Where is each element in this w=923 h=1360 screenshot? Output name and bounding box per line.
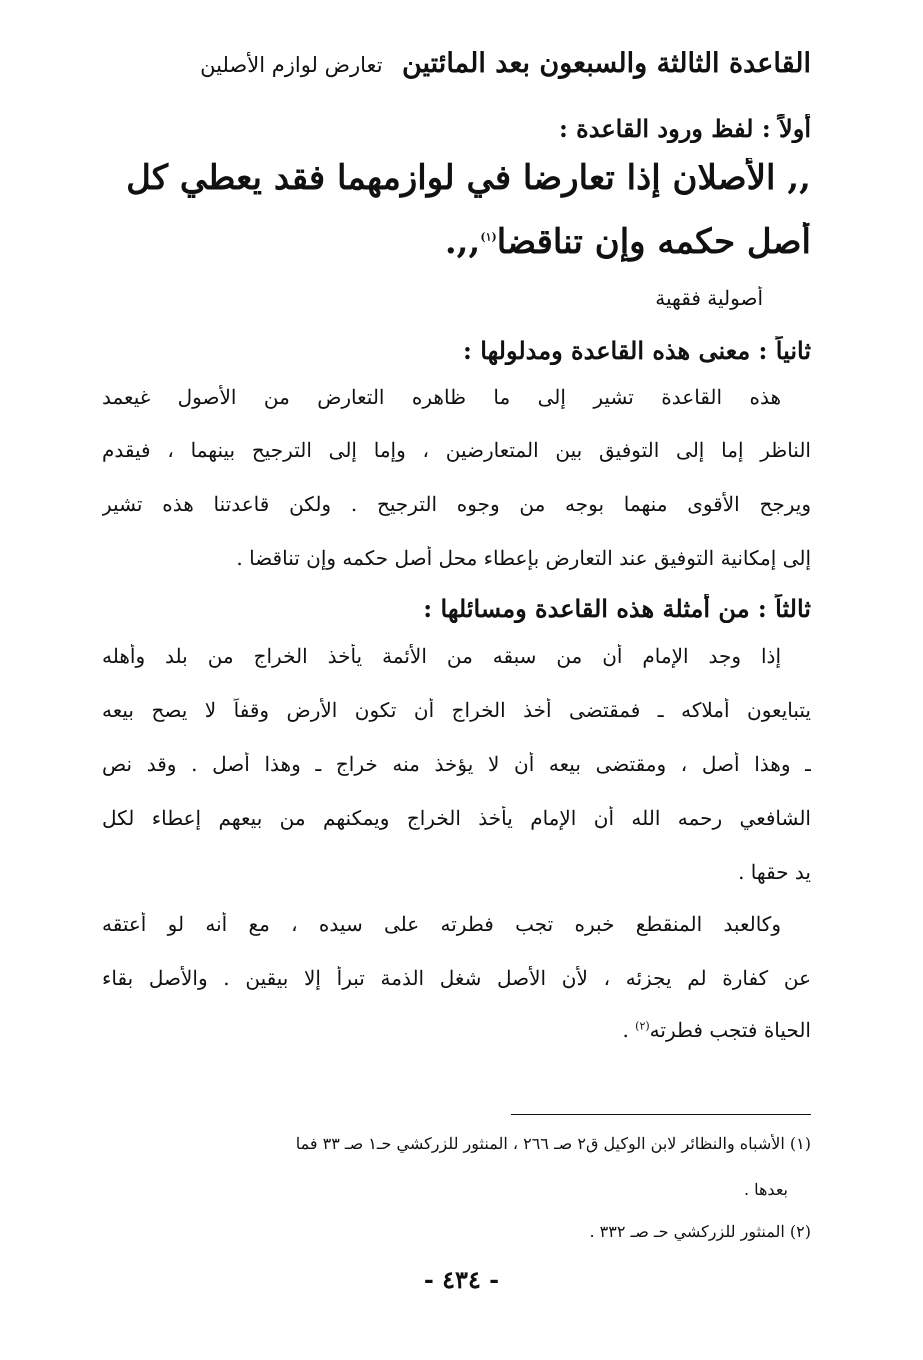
example2-line-3 [102,1018,811,1042]
rule-quote-line-2 [102,222,811,262]
rule-title-main: القاعدة الثالثة والسبعون بعد المائتين [401,48,811,79]
example2-line-3-end: . [622,1018,636,1042]
page-number: - ٤٣٤ - [423,1265,500,1294]
meaning-line-3: ويرجح الأقوى منهما بوجه من وجوه الترجيح . ولكن قاعدتنا هذه تشير [102,492,811,516]
rule-quote-end: ,,. [444,222,481,262]
rule-quote-line-1: ,, الأصلان إذا تعارضا في لوازمهما فقد يعطي كل [126,158,811,198]
footnote-ref-2: (٢) [635,1019,650,1033]
example2-line-3-text: الحياة فتجب فطرته [649,1018,811,1042]
footnote-ref-1: (١) [480,230,497,244]
example1-line-3: ـ وهذا أصل ، ومقتضى بيعه أن لا يؤخذ منه خراج ـ وهذا أصل . وقد نص [102,752,811,776]
meaning-line-2: الناظر إما إلى التوفيق بين المتعارضين ، وإما إلى الترجيح بينهما ، فيقدم [102,438,811,462]
section1-heading: أولاً : لفظ ورود القاعدة : [558,114,811,143]
footnote-1-line-1: (١) الأشباه والنظائر لابن الوكيل ق٢ صـ ٢٦٦ ، المنثور للزركشي حـ١ صـ ٣٣ فما [295,1134,811,1153]
example2-line-2: عن كفارة لم يجزئه ، لأن الأصل شغل الذمة تبرأ إلا بيقين . والأصل بقاء [102,966,811,990]
footnote-2: (٢) المنثور للزركشي حـ صـ ٣٣٢ . [589,1222,811,1241]
section2-heading: ثانياً : معنى هذه القاعدة ومدلولها : [463,336,811,365]
example1-line-1: إذا وجد الإمام أن من سبقه من الأئمة يأخذ الخراج من بلد وأهله [102,644,781,668]
rule-title-subtitle: تعارض لوازم الأصلين [200,53,383,77]
rule-quote-text: أصل حكمه وإن تناقضا [496,222,811,262]
rule-title [102,48,811,79]
footnote-1-line-2: بعدها . [743,1180,788,1199]
section3-heading: ثالثاً : من أمثلة هذه القاعدة ومسائلها : [423,594,811,623]
example1-line-4: الشافعي رحمه الله أن الإمام يأخذ الخراج ويمكنهم من بيعهم إعطاء لكل [102,806,811,830]
meaning-line-4: إلى إمكانية التوفيق عند التعارض بإعطاء محل أصل حكمه وإن تناقضا . [236,546,811,570]
footnote-divider [511,1114,811,1115]
rule-category: أصولية فقهية [655,286,763,310]
meaning-line-1: هذه القاعدة تشير إلى ما ظاهره التعارض من الأصول غيعمد [102,385,781,409]
example1-line-2: يتبايعون أملاكه ـ فمقتضى أخذ الخراج أن تكون الأرض وقفاً لا يصح بيعه [102,698,811,722]
example2-line-1: وكالعبد المنقطع خبره تجب فطرته على سيده ، مع أنه لو أعتقه [102,912,781,936]
example1-line-5: يد حقها . [738,860,811,884]
